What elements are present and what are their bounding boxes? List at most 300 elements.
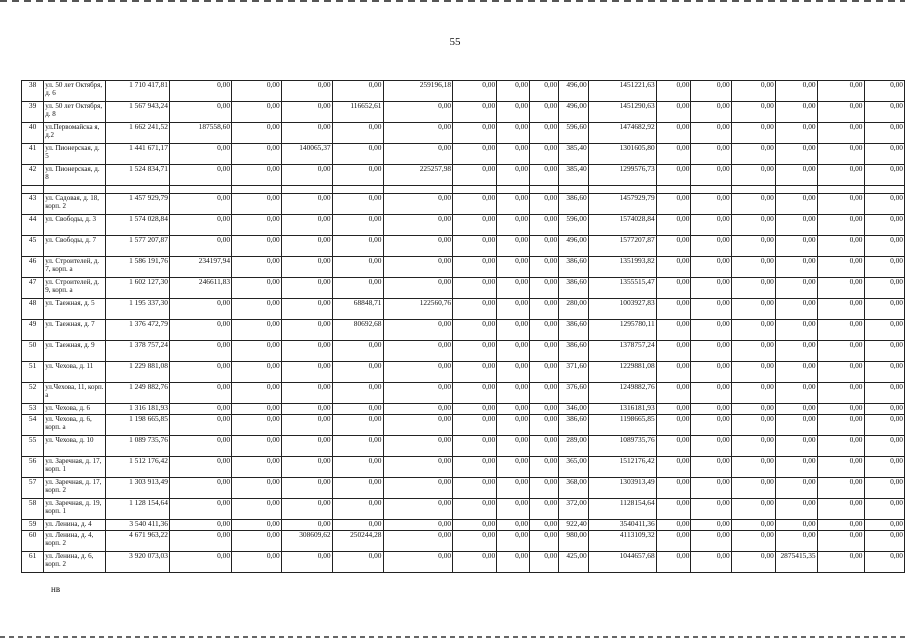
value-cell: 0,00 <box>775 457 817 478</box>
value-cell: 496,00 <box>559 102 589 123</box>
value-cell: 4113109,32 <box>588 531 656 552</box>
value-cell: 0,00 <box>656 404 691 415</box>
value-cell: 386,60 <box>559 341 589 362</box>
value-cell: 0,00 <box>497 520 530 531</box>
value-cell: 0,00 <box>383 257 453 278</box>
empty-cell <box>817 186 864 194</box>
row-number: 61 <box>22 552 44 573</box>
table-row <box>22 362 905 383</box>
address-cell: ул. Таежная, д. 7 <box>44 320 106 341</box>
value-cell: 1 512 176,42 <box>106 457 170 478</box>
value-cell: 0,00 <box>383 531 453 552</box>
value-cell: 0,00 <box>864 415 905 436</box>
value-cell: 0,00 <box>169 362 231 383</box>
value-cell: 386,60 <box>559 194 589 215</box>
value-cell: 0,00 <box>817 457 864 478</box>
value-cell: 0,00 <box>817 552 864 573</box>
value-cell: 0,00 <box>817 194 864 215</box>
value-cell: 1451290,63 <box>588 102 656 123</box>
value-cell: 0,00 <box>232 194 282 215</box>
empty-cell <box>864 186 905 194</box>
value-cell: 0,00 <box>383 144 453 165</box>
value-cell: 0,00 <box>817 499 864 520</box>
value-cell: 0,00 <box>864 362 905 383</box>
value-cell: 0,00 <box>656 194 691 215</box>
value-cell: 1 303 913,49 <box>106 478 170 499</box>
value-cell: 0,00 <box>281 499 332 520</box>
value-cell: 0,00 <box>232 299 282 320</box>
row-number: 55 <box>22 436 44 457</box>
value-cell: 0,00 <box>232 257 282 278</box>
value-cell: 0,00 <box>530 520 559 531</box>
value-cell: 0,00 <box>864 520 905 531</box>
value-cell: 1 524 834,71 <box>106 165 170 186</box>
value-cell: 1044657,68 <box>588 552 656 573</box>
table-row <box>22 383 905 404</box>
table-row <box>22 102 905 123</box>
value-cell: 1512176,42 <box>588 457 656 478</box>
value-cell: 0,00 <box>453 320 497 341</box>
value-cell: 0,00 <box>169 320 231 341</box>
row-number: 54 <box>22 415 44 436</box>
value-cell: 3 540 411,36 <box>106 520 170 531</box>
table-row <box>22 194 905 215</box>
value-cell: 0,00 <box>864 81 905 102</box>
value-cell: 0,00 <box>497 362 530 383</box>
value-cell: 0,00 <box>453 278 497 299</box>
value-cell: 0,00 <box>775 404 817 415</box>
value-cell: 1249882,76 <box>588 383 656 404</box>
value-cell: 0,00 <box>775 478 817 499</box>
value-cell: 0,00 <box>530 123 559 144</box>
value-cell: 0,00 <box>656 415 691 436</box>
value-cell: 1451221,63 <box>588 81 656 102</box>
value-cell: 0,00 <box>453 194 497 215</box>
value-cell: 68848,71 <box>332 299 383 320</box>
address-cell: ул. Свободы, д. 3 <box>44 215 106 236</box>
value-cell: 0,00 <box>817 257 864 278</box>
empty-cell <box>22 186 44 194</box>
value-cell: 0,00 <box>332 436 383 457</box>
value-cell: 0,00 <box>281 257 332 278</box>
value-cell: 0,00 <box>169 531 231 552</box>
value-cell: 496,00 <box>559 81 589 102</box>
value-cell: 0,00 <box>731 123 775 144</box>
value-cell: 0,00 <box>864 102 905 123</box>
value-cell: 0,00 <box>453 531 497 552</box>
value-cell: 0,00 <box>817 341 864 362</box>
value-cell: 0,00 <box>530 478 559 499</box>
value-cell: 386,60 <box>559 278 589 299</box>
value-cell: 0,00 <box>383 457 453 478</box>
value-cell: 0,00 <box>383 383 453 404</box>
row-number: 60 <box>22 531 44 552</box>
value-cell: 386,60 <box>559 415 589 436</box>
table-row <box>22 257 905 278</box>
value-cell: 0,00 <box>691 257 731 278</box>
value-cell: 0,00 <box>169 383 231 404</box>
value-cell: 0,00 <box>775 320 817 341</box>
empty-cell <box>332 186 383 194</box>
value-cell: 0,00 <box>731 278 775 299</box>
value-cell: 0,00 <box>775 531 817 552</box>
value-cell: 1 662 241,52 <box>106 123 170 144</box>
row-number: 45 <box>22 236 44 257</box>
table-row <box>22 81 905 102</box>
value-cell: 0,00 <box>864 165 905 186</box>
value-cell: 0,00 <box>817 320 864 341</box>
value-cell: 0,00 <box>775 520 817 531</box>
value-cell: 0,00 <box>656 383 691 404</box>
value-cell: 0,00 <box>817 478 864 499</box>
value-cell: 0,00 <box>731 457 775 478</box>
value-cell: 0,00 <box>281 194 332 215</box>
table-row <box>22 278 905 299</box>
value-cell: 0,00 <box>775 362 817 383</box>
empty-cell <box>588 186 656 194</box>
value-cell: 0,00 <box>530 383 559 404</box>
value-cell: 0,00 <box>383 215 453 236</box>
value-cell: 0,00 <box>232 144 282 165</box>
value-cell: 0,00 <box>383 278 453 299</box>
value-cell: 0,00 <box>497 215 530 236</box>
value-cell: 234197,94 <box>169 257 231 278</box>
value-cell: 0,00 <box>497 478 530 499</box>
empty-cell <box>281 186 332 194</box>
value-cell: 0,00 <box>383 123 453 144</box>
value-cell: 1474682,92 <box>588 123 656 144</box>
value-cell: 0,00 <box>497 165 530 186</box>
table-row <box>22 341 905 362</box>
value-cell: 1 567 943,24 <box>106 102 170 123</box>
value-cell: 1301605,80 <box>588 144 656 165</box>
value-cell: 0,00 <box>775 81 817 102</box>
value-cell: 0,00 <box>453 236 497 257</box>
value-cell: 596,00 <box>559 215 589 236</box>
value-cell: 0,00 <box>281 478 332 499</box>
value-cell: 0,00 <box>383 320 453 341</box>
value-cell: 0,00 <box>864 299 905 320</box>
value-cell: 1303913,49 <box>588 478 656 499</box>
value-cell: 0,00 <box>530 362 559 383</box>
value-cell: 386,60 <box>559 320 589 341</box>
value-cell: 0,00 <box>332 362 383 383</box>
value-cell: 0,00 <box>731 194 775 215</box>
value-cell: 0,00 <box>864 478 905 499</box>
value-cell: 1299576,73 <box>588 165 656 186</box>
value-cell: 0,00 <box>656 165 691 186</box>
value-cell: 0,00 <box>731 436 775 457</box>
value-cell: 0,00 <box>281 299 332 320</box>
value-cell: 122560,76 <box>383 299 453 320</box>
value-cell: 0,00 <box>691 436 731 457</box>
value-cell: 0,00 <box>530 404 559 415</box>
value-cell: 0,00 <box>383 478 453 499</box>
value-cell: 0,00 <box>864 236 905 257</box>
empty-cell <box>731 186 775 194</box>
table-row <box>22 478 905 499</box>
row-number: 58 <box>22 499 44 520</box>
value-cell: 0,00 <box>656 320 691 341</box>
row-number: 48 <box>22 299 44 320</box>
value-cell: 0,00 <box>656 278 691 299</box>
value-cell: 0,00 <box>731 165 775 186</box>
value-cell: 3 920 073,03 <box>106 552 170 573</box>
value-cell: 0,00 <box>281 520 332 531</box>
value-cell: 1 378 757,24 <box>106 341 170 362</box>
value-cell: 0,00 <box>332 257 383 278</box>
value-cell: 0,00 <box>332 341 383 362</box>
value-cell: 0,00 <box>864 499 905 520</box>
value-cell: 0,00 <box>281 552 332 573</box>
value-cell: 0,00 <box>530 278 559 299</box>
value-cell: 0,00 <box>281 123 332 144</box>
value-cell: 0,00 <box>281 383 332 404</box>
value-cell: 0,00 <box>497 383 530 404</box>
value-cell: 0,00 <box>656 257 691 278</box>
value-cell: 0,00 <box>497 499 530 520</box>
value-cell: 1003927,83 <box>588 299 656 320</box>
value-cell: 0,00 <box>497 81 530 102</box>
value-cell: 346,00 <box>559 404 589 415</box>
value-cell: 0,00 <box>864 404 905 415</box>
value-cell: 1316181,93 <box>588 404 656 415</box>
address-cell: ул. Свободы, д. 7 <box>44 236 106 257</box>
value-cell: 289,00 <box>559 436 589 457</box>
value-cell: 922,40 <box>559 520 589 531</box>
value-cell: 0,00 <box>332 215 383 236</box>
value-cell: 0,00 <box>691 144 731 165</box>
row-number: 38 <box>22 81 44 102</box>
value-cell: 0,00 <box>656 478 691 499</box>
row-number: 39 <box>22 102 44 123</box>
table-row <box>22 144 905 165</box>
value-cell: 1 441 671,17 <box>106 144 170 165</box>
value-cell: 0,00 <box>232 552 282 573</box>
value-cell: 596,60 <box>559 123 589 144</box>
value-cell: 4 671 963,22 <box>106 531 170 552</box>
value-cell: 0,00 <box>332 415 383 436</box>
value-cell: 0,00 <box>332 236 383 257</box>
value-cell: 0,00 <box>169 478 231 499</box>
table-row <box>22 123 905 144</box>
value-cell: 0,00 <box>530 415 559 436</box>
value-cell: 0,00 <box>656 236 691 257</box>
address-cell: ул. Строителей, д. 9, корп. а <box>44 278 106 299</box>
value-cell: 0,00 <box>232 499 282 520</box>
value-cell: 0,00 <box>497 194 530 215</box>
value-cell: 0,00 <box>169 404 231 415</box>
value-cell: 1 574 028,84 <box>106 215 170 236</box>
value-cell: 0,00 <box>731 520 775 531</box>
value-cell: 0,00 <box>453 552 497 573</box>
value-cell: 0,00 <box>656 215 691 236</box>
value-cell: 0,00 <box>169 457 231 478</box>
address-cell: ул. Чехова, д. 11 <box>44 362 106 383</box>
value-cell: 0,00 <box>530 457 559 478</box>
row-number: 56 <box>22 457 44 478</box>
value-cell: 385,40 <box>559 165 589 186</box>
row-number: 40 <box>22 123 44 144</box>
value-cell: 0,00 <box>232 215 282 236</box>
value-cell: 1295780,11 <box>588 320 656 341</box>
value-cell: 0,00 <box>775 144 817 165</box>
table-row <box>22 215 905 236</box>
value-cell: 0,00 <box>864 123 905 144</box>
value-cell: 0,00 <box>383 404 453 415</box>
value-cell: 1 198 665,85 <box>106 415 170 436</box>
empty-cell <box>656 186 691 194</box>
value-cell: 140065,37 <box>281 144 332 165</box>
address-cell: ул.Чехова, 11, корп. а <box>44 383 106 404</box>
value-cell: 0,00 <box>817 436 864 457</box>
address-cell: ул. Ленина, д. 4, корп. 2 <box>44 531 106 552</box>
value-cell: 371,60 <box>559 362 589 383</box>
value-cell: 0,00 <box>497 102 530 123</box>
value-cell: 0,00 <box>691 531 731 552</box>
value-cell: 0,00 <box>169 436 231 457</box>
value-cell: 0,00 <box>281 404 332 415</box>
address-cell: ул. Строителей, д. 7, корп. а <box>44 257 106 278</box>
value-cell: 0,00 <box>169 552 231 573</box>
table-row <box>22 320 905 341</box>
value-cell: 0,00 <box>332 520 383 531</box>
value-cell: 376,60 <box>559 383 589 404</box>
value-cell: 0,00 <box>775 299 817 320</box>
value-cell: 0,00 <box>281 341 332 362</box>
value-cell: 0,00 <box>169 81 231 102</box>
value-cell: 0,00 <box>453 165 497 186</box>
value-cell: 0,00 <box>691 320 731 341</box>
value-cell: 0,00 <box>864 436 905 457</box>
value-cell: 0,00 <box>656 102 691 123</box>
value-cell: 0,00 <box>169 165 231 186</box>
value-cell: 0,00 <box>691 457 731 478</box>
address-cell: ул. Чехова, д. 10 <box>44 436 106 457</box>
address-cell: ул. Ленина, д. 6, корп. 2 <box>44 552 106 573</box>
value-cell: 386,60 <box>559 257 589 278</box>
value-cell: 0,00 <box>731 215 775 236</box>
data-table <box>21 80 905 573</box>
row-number: 43 <box>22 194 44 215</box>
value-cell: 0,00 <box>775 499 817 520</box>
value-cell: 1 316 181,93 <box>106 404 170 415</box>
value-cell: 0,00 <box>383 362 453 383</box>
value-cell: 0,00 <box>530 552 559 573</box>
value-cell: 0,00 <box>691 499 731 520</box>
value-cell: 116652,61 <box>332 102 383 123</box>
value-cell: 0,00 <box>817 531 864 552</box>
value-cell: 0,00 <box>497 436 530 457</box>
value-cell: 0,00 <box>817 215 864 236</box>
value-cell: 0,00 <box>497 236 530 257</box>
value-cell: 0,00 <box>453 520 497 531</box>
value-cell: 980,00 <box>559 531 589 552</box>
value-cell: 0,00 <box>691 404 731 415</box>
value-cell: 1 577 207,87 <box>106 236 170 257</box>
value-cell: 0,00 <box>691 215 731 236</box>
value-cell: 0,00 <box>232 478 282 499</box>
value-cell: 0,00 <box>453 404 497 415</box>
value-cell: 0,00 <box>775 236 817 257</box>
value-cell: 0,00 <box>530 499 559 520</box>
value-cell: 0,00 <box>332 81 383 102</box>
empty-cell <box>106 186 170 194</box>
empty-cell <box>232 186 282 194</box>
value-cell: 0,00 <box>864 278 905 299</box>
value-cell: 0,00 <box>232 415 282 436</box>
value-cell: 0,00 <box>453 383 497 404</box>
value-cell: 0,00 <box>332 383 383 404</box>
value-cell: 0,00 <box>169 499 231 520</box>
value-cell: 0,00 <box>691 194 731 215</box>
value-cell: 0,00 <box>817 81 864 102</box>
value-cell: 0,00 <box>332 123 383 144</box>
value-cell: 0,00 <box>864 320 905 341</box>
empty-cell <box>497 186 530 194</box>
row-number: 51 <box>22 362 44 383</box>
value-cell: 0,00 <box>281 165 332 186</box>
value-cell: 0,00 <box>864 341 905 362</box>
value-cell: 0,00 <box>453 144 497 165</box>
value-cell: 1574028,84 <box>588 215 656 236</box>
value-cell: 1351993,82 <box>588 257 656 278</box>
value-cell: 0,00 <box>453 457 497 478</box>
table-row <box>22 552 905 573</box>
value-cell: 0,00 <box>453 478 497 499</box>
value-cell: 0,00 <box>232 320 282 341</box>
value-cell: 0,00 <box>497 320 530 341</box>
empty-cell <box>44 186 106 194</box>
table-row <box>22 520 905 531</box>
value-cell: 0,00 <box>497 299 530 320</box>
value-cell: 0,00 <box>731 341 775 362</box>
address-cell: ул. 50 лет Октября, д. 8 <box>44 102 106 123</box>
empty-cell <box>691 186 731 194</box>
value-cell: 0,00 <box>864 215 905 236</box>
value-cell: 0,00 <box>281 415 332 436</box>
value-cell: 0,00 <box>775 215 817 236</box>
value-cell: 0,00 <box>232 362 282 383</box>
table-row <box>22 165 905 186</box>
value-cell: 0,00 <box>169 144 231 165</box>
address-cell: ул. Заречная, д. 19, корп. 1 <box>44 499 106 520</box>
value-cell: 1 128 154,64 <box>106 499 170 520</box>
value-cell: 0,00 <box>332 478 383 499</box>
row-number: 57 <box>22 478 44 499</box>
value-cell: 1 376 472,79 <box>106 320 170 341</box>
value-cell: 0,00 <box>453 415 497 436</box>
value-cell: 0,00 <box>383 520 453 531</box>
table-row <box>22 457 905 478</box>
value-cell: 0,00 <box>817 144 864 165</box>
value-cell: 0,00 <box>530 531 559 552</box>
value-cell: 0,00 <box>453 499 497 520</box>
value-cell: 0,00 <box>383 236 453 257</box>
value-cell: 0,00 <box>775 436 817 457</box>
table-body <box>22 81 905 573</box>
value-cell: 0,00 <box>530 144 559 165</box>
value-cell: 0,00 <box>775 194 817 215</box>
address-cell: ул. Пионерская, д. 8 <box>44 165 106 186</box>
value-cell: 0,00 <box>731 257 775 278</box>
value-cell: 0,00 <box>232 341 282 362</box>
empty-cell <box>169 186 231 194</box>
value-cell: 0,00 <box>775 383 817 404</box>
value-cell: 0,00 <box>656 531 691 552</box>
value-cell: 0,00 <box>169 102 231 123</box>
value-cell: 0,00 <box>530 341 559 362</box>
